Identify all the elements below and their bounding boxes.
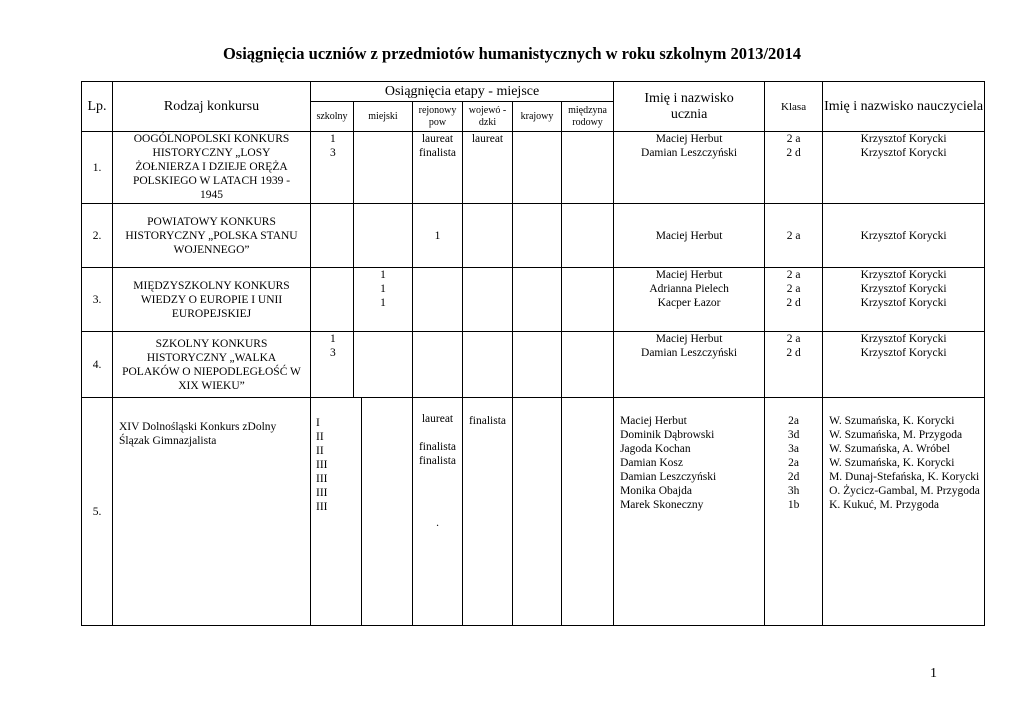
row-wojewodzki: finalista — [463, 398, 513, 626]
row-rejonowy: laureat finalista — [413, 132, 463, 204]
row-szkolny-miejski — [311, 398, 413, 626]
row-miedzynarodowy — [562, 332, 614, 398]
row-wojewodzki: laureat — [463, 132, 513, 204]
row-szkolny — [311, 204, 354, 268]
row-klasy: 2 a — [765, 204, 823, 268]
row-lp: 3. — [82, 268, 113, 332]
row-szkolny: I II II III III III III — [316, 417, 328, 513]
header-klasa: Klasa — [765, 82, 823, 132]
row-uczniowie: Maciej Herbut Damian Leszczyński — [614, 132, 765, 204]
row-krajowy — [513, 268, 562, 332]
header-rejonowy: rejonowy pow — [413, 102, 463, 132]
row-wojewodzki — [463, 204, 513, 268]
table-row — [82, 332, 985, 398]
row-uczniowie: Maciej Herbut — [614, 204, 765, 268]
row-krajowy — [513, 332, 562, 398]
row-klasy: 2 a 2 a 2 d — [765, 268, 823, 332]
row-miedzynarodowy — [562, 268, 614, 332]
row-wojewodzki — [463, 268, 513, 332]
row-klasy: 2 a 2 d — [765, 332, 823, 398]
row-miedzynarodowy — [562, 132, 614, 204]
header-miejski: miejski — [354, 102, 413, 132]
table-row — [82, 204, 985, 268]
row-krajowy — [513, 132, 562, 204]
row-nauczyciele: Krzysztof Korycki Krzysztof Korycki Krzysztof Korycki — [823, 268, 985, 332]
row-konkurs: XIV Dolnośląski Konkurs zDolny Ślązak Gimnazjalista — [113, 398, 311, 626]
header-lp: Lp. — [82, 82, 113, 132]
table-row — [82, 398, 985, 626]
row-rejonowy — [413, 268, 463, 332]
row-miejski — [354, 132, 413, 204]
row-nauczyciele: W. Szumańska, K. Korycki W. Szumańska, M. Przygoda W. Szumańska, A. Wróbel W. Szumańska, K. Korycki M. Dunaj-Stefańska, K. Korycki O. Życicz-Gambal, M. Przygoda K. Kukuć, M. Przygoda — [823, 398, 985, 626]
row-miejski — [354, 204, 413, 268]
row-lp: 5. — [82, 398, 113, 626]
page-title: Osiągnięcia uczniów z przedmiotów humanistycznych w roku szkolnym 2013/2014 — [222, 44, 802, 63]
row-konkurs: MIĘDZYSZKOLNY KONKURS WIEDZY O EUROPIE I UNII EUROPEJSKIEJ — [113, 268, 311, 332]
row-uczniowie: Maciej Herbut Adrianna Pielech Kacper Łazor — [614, 268, 765, 332]
achievements-table — [81, 81, 985, 626]
row-szkolny — [311, 268, 354, 332]
row-miedzynarodowy — [562, 204, 614, 268]
row-uczniowie: Maciej Herbut Damian Leszczyński — [614, 332, 765, 398]
row-konkurs: POWIATOWY KONKURS HISTORYCZNY „POLSKA STANU WOJENNEGO” — [113, 204, 311, 268]
row-nauczyciele: Krzysztof Korycki — [823, 204, 985, 268]
header-osiagniecia-etapy: Osiągnięcia etapy - miejsce — [311, 82, 614, 102]
row-konkurs: SZKOLNY KONKURS HISTORYCZNY „WALKA POLAKÓW O NIEPODLEGŁOŚĆ W XIX WIEKU” — [113, 332, 311, 398]
row-lp: 2. — [82, 204, 113, 268]
header-imie-nauczyciela: Imię i nazwisko nauczyciela — [823, 82, 985, 132]
row-miejski — [354, 332, 413, 398]
row-nauczyciele: Krzysztof Korycki Krzysztof Korycki — [823, 332, 985, 398]
row-szkolny: 1 3 — [311, 132, 354, 204]
row-wojewodzki — [463, 332, 513, 398]
row-rejonowy — [413, 332, 463, 398]
row-miejski: 1 1 1 — [354, 268, 413, 332]
row-nauczyciele: Krzysztof Korycki Krzysztof Korycki — [823, 132, 985, 204]
table-row — [82, 132, 985, 204]
row-rejonowy: 1 — [413, 204, 463, 268]
header-krajowy: krajowy — [513, 102, 562, 132]
table-row — [82, 268, 985, 332]
row-klasy: 2 a 2 d — [765, 132, 823, 204]
header-rodzaj-konkursu: Rodzaj konkursu — [113, 82, 311, 132]
row-konkurs: OOGÓLNOPOLSKI KONKURS HISTORYCZNY „LOSY ŻOŁNIERZA I DZIEJE ORĘŻA POLSKIEGO W LATACH 1939 - 1945 — [113, 132, 311, 204]
header-wojewodzki: wojewó - dzki — [463, 102, 513, 132]
row-miedzynarodowy — [562, 398, 614, 626]
header-imie-ucznia: Imię i nazwisko ucznia — [614, 82, 765, 132]
header-szkolny: szkolny — [311, 102, 354, 132]
row-lp: 1. — [82, 132, 113, 204]
row-szkolny: 1 3 — [311, 332, 354, 398]
row-lp: 4. — [82, 332, 113, 398]
row-klasy: 2a 3d 3a 2a 2d 3h 1b — [765, 398, 823, 626]
row-uczniowie: Maciej Herbut Dominik Dąbrowski Jagoda Kochan Damian Kosz Damian Leszczyński Monika Obajda Marek Skoneczny — [614, 398, 765, 626]
row-krajowy — [513, 398, 562, 626]
row-krajowy — [513, 204, 562, 268]
header-miedzynarodowy: międzyna rodowy — [562, 102, 614, 132]
row-rejonowy: laureat finalista finalista . — [413, 398, 463, 626]
page-number: 1 — [930, 666, 937, 681]
